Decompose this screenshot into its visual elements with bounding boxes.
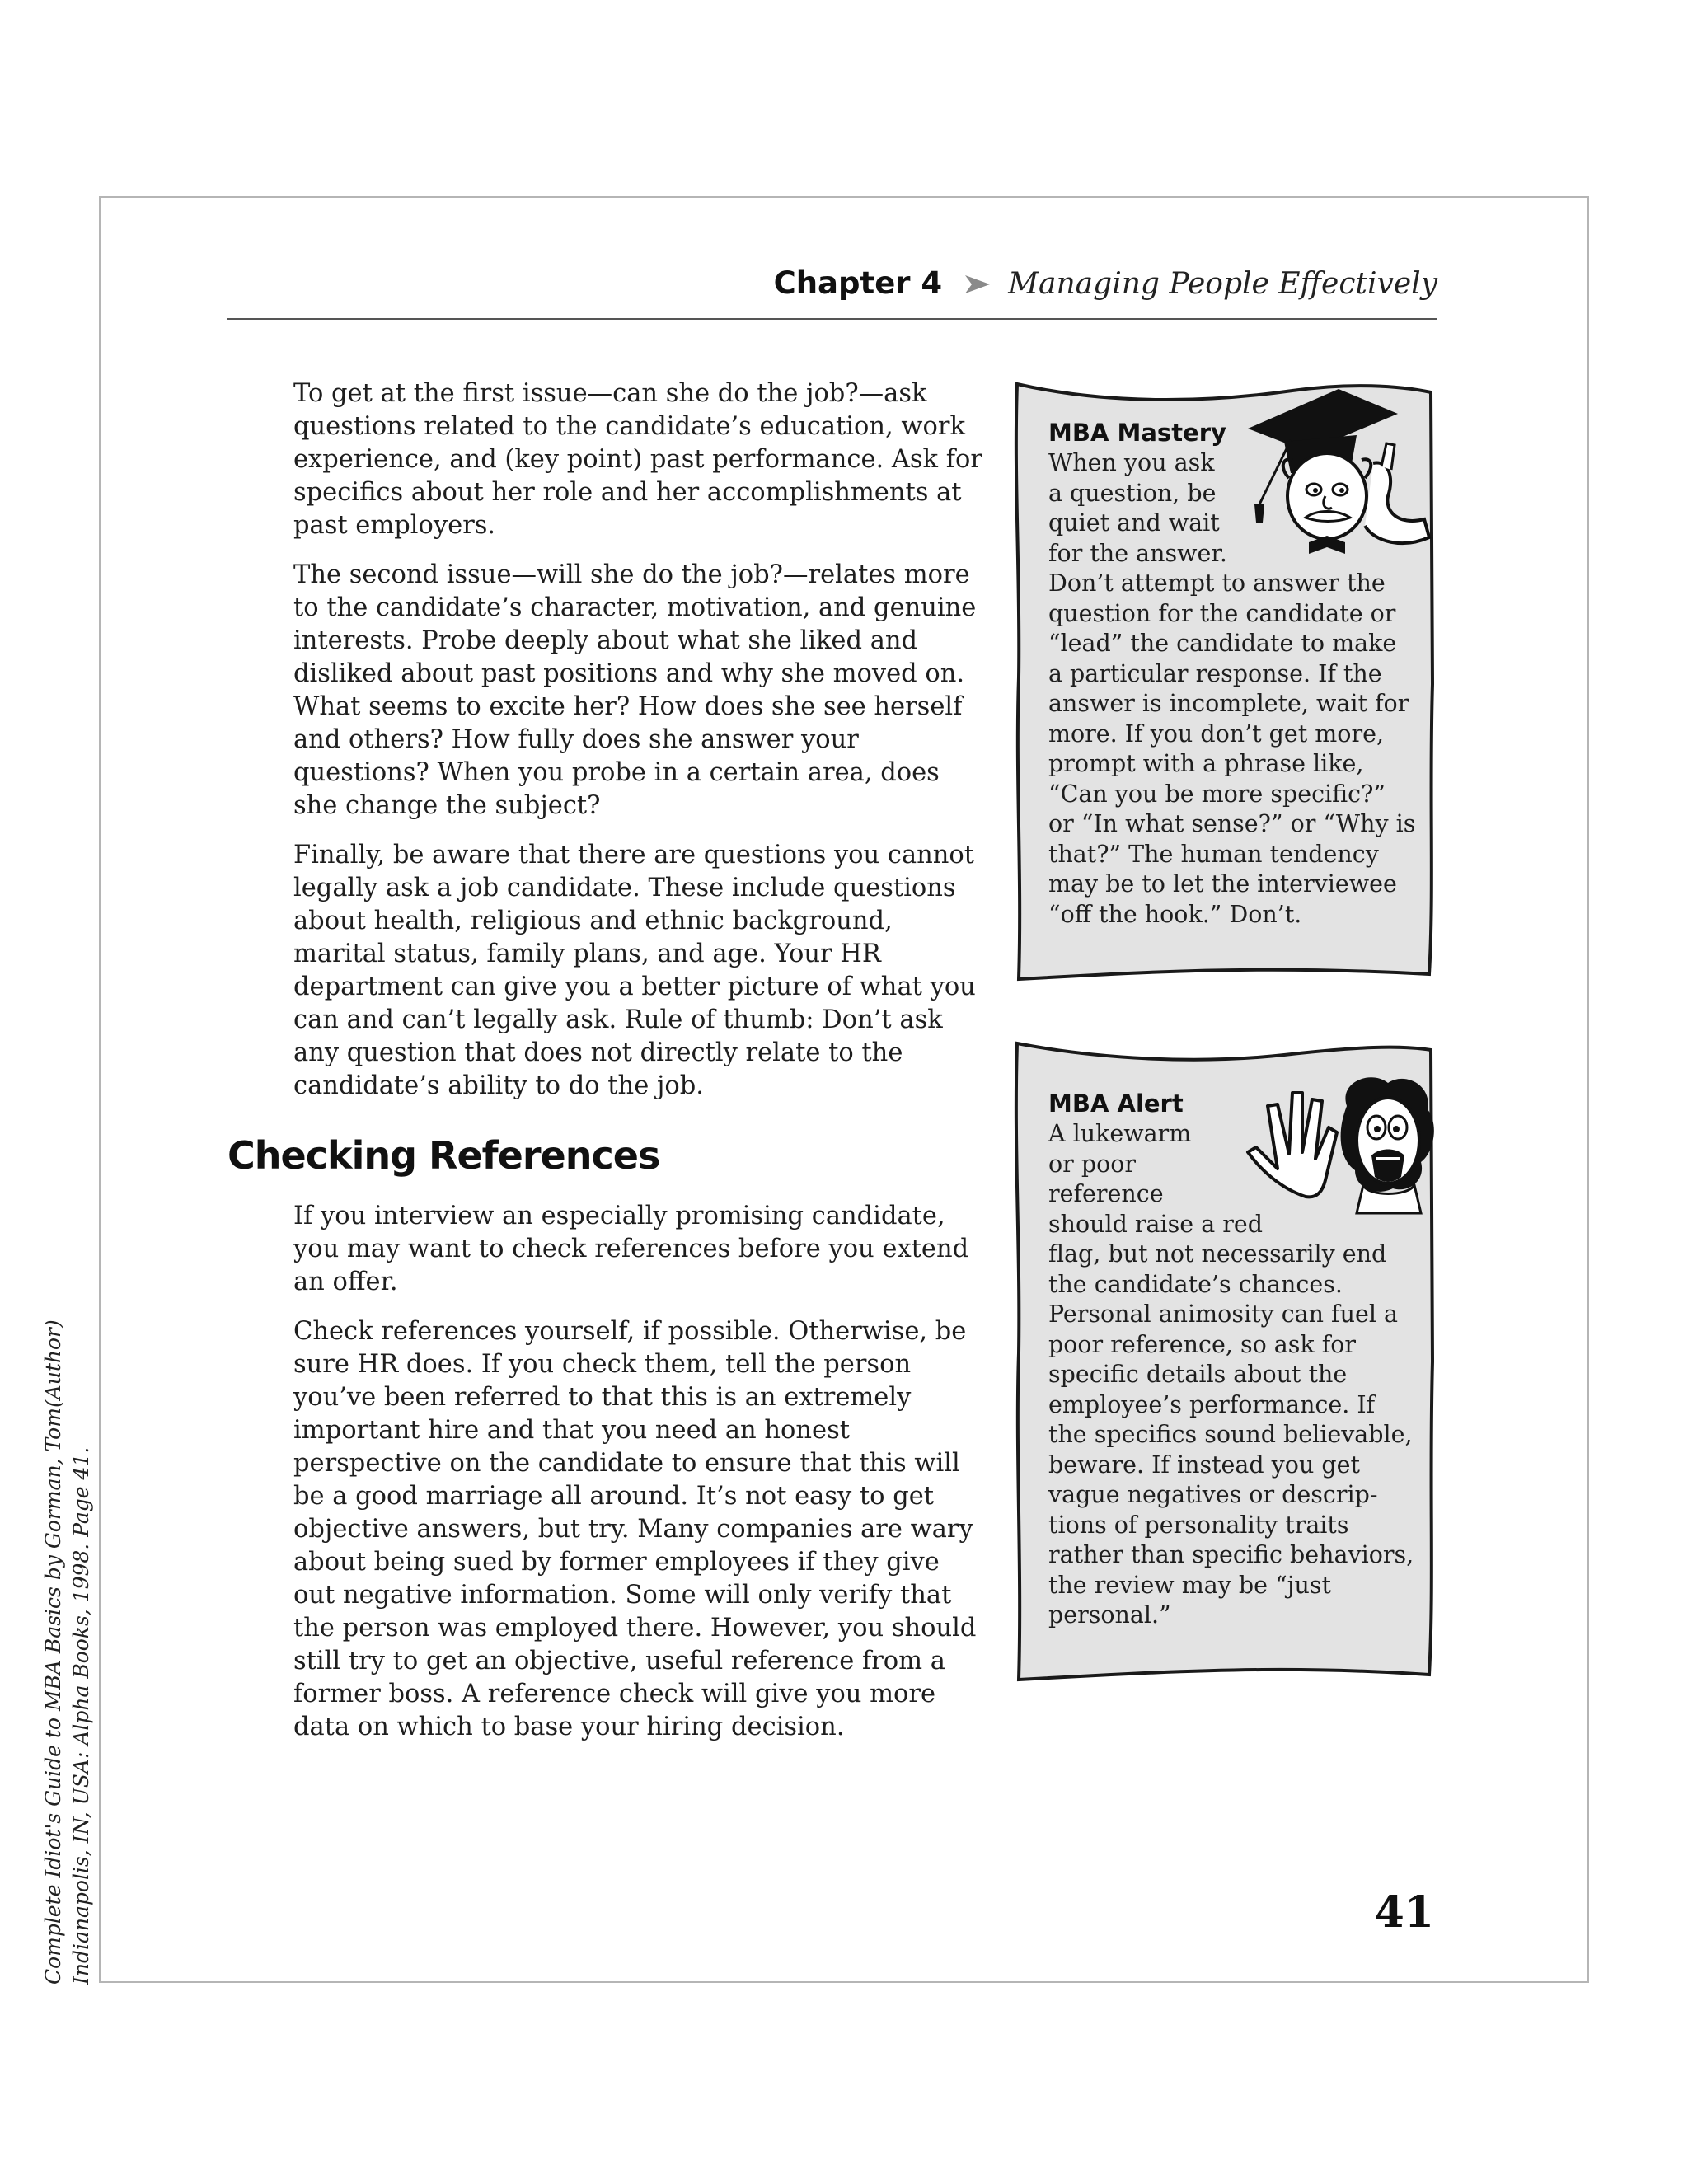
sidebar-line: a question, be <box>1048 479 1217 507</box>
sidebar-title: MBA Mastery <box>1048 419 1226 447</box>
sidebar-line: flag, but not necessarily end <box>1048 1240 1387 1268</box>
sidebar-line: Personal animosity can fuel a <box>1048 1301 1398 1328</box>
sidebar-line: When you ask <box>1048 449 1215 476</box>
sidebar-line: personal.” <box>1048 1601 1171 1629</box>
sidebar-line: should raise a red <box>1048 1210 1263 1238</box>
page-number: 41 <box>1374 1887 1434 1938</box>
professor-icon <box>1241 381 1439 562</box>
chapter-label: Chapter 4 <box>773 265 943 301</box>
sidebar-line: or poor <box>1048 1150 1137 1178</box>
sidebar-line: employee’s performance. If <box>1048 1390 1376 1418</box>
sidebar-line: question for the candidate or <box>1048 599 1396 627</box>
citation-line-1: Complete Idiot's Guide to MBA Basics by Gorman, Tom(Author) <box>41 1319 65 1985</box>
sidebar-line: Don’t attempt to answer the <box>1048 569 1386 597</box>
chapter-title: Managing People Effectively <box>1008 267 1437 301</box>
sidebar-line: the review may be “just <box>1048 1571 1331 1599</box>
paragraph: If you interview an especially promising candidate, you may want to check references before you extend an offer. <box>293 1202 969 1296</box>
sidebar-mba-alert <box>1012 1040 1434 1683</box>
sidebar-line: “lead” the candidate to make <box>1048 630 1397 657</box>
sidebar-line: quiet and wait <box>1048 509 1220 537</box>
sidebar-line: reference <box>1048 1180 1164 1207</box>
sidebar-line: for the answer. <box>1048 539 1227 567</box>
sidebar-line: A lukewarm <box>1048 1120 1192 1147</box>
sidebar-line: answer is incomplete, wait for <box>1048 690 1409 717</box>
sidebar-line: poor reference, so ask for <box>1048 1330 1357 1358</box>
arrow-right-icon <box>964 274 992 298</box>
sidebar-line: a particular response. If the <box>1048 659 1382 687</box>
citation-line-2: Indianapolis, IN, USA: Alpha Books, 1998. Page 41. <box>69 1446 93 1985</box>
sidebar-mba-mastery <box>1012 381 1434 984</box>
sidebar-line: “Can you be more specific?” <box>1048 780 1386 808</box>
side-citation <box>40 1319 96 1985</box>
sidebar-line: more. If you don’t get more, <box>1048 719 1385 748</box>
paragraph: The second issue—will she do the job?—relates more to the candidate’s character, motivation, and genuine interests. Probe deeply about what she liked and disliked about past positions and why she moved on. What seems to excite her? How does she see herself and others? How fully does she answer your questions? When you probe in a certain area, does she change the subject? <box>293 560 977 820</box>
paragraph: To get at the first issue—can she do the job?—ask questions related to the candidate’s education, work experience, and (key point) past performance. Ask for specifics about her role and her accomplishments at past employers. <box>293 379 982 540</box>
main-text-lower <box>293 1200 982 1760</box>
section-heading: Checking References <box>227 1133 660 1178</box>
sidebar-line: vague negatives or descrip- <box>1048 1481 1378 1508</box>
sidebar-line: “off the hook.” Don’t. <box>1048 900 1302 928</box>
paragraph: Finally, be aware that there are questions you cannot legally ask a job candidate. These include questions about health, religious and ethnic background, marital status, family plans, and age. Your HR department can give you a better picture of what you can and can’t legally ask. Rule of thumb: Don’t ask any question that does not directly relate to the candidate’s ability to do the job. <box>293 841 976 1100</box>
sidebar-line: rather than specific behaviors, <box>1048 1541 1414 1568</box>
sidebar-title: MBA Alert <box>1048 1090 1184 1118</box>
alarmed-person-icon <box>1223 1073 1437 1238</box>
sidebar-line: that?” The human tendency <box>1048 840 1379 868</box>
sidebar-line: the candidate’s chances. <box>1048 1270 1343 1298</box>
sidebar-line: or “In what sense?” or “Why is <box>1048 810 1416 837</box>
paragraph: Check references yourself, if possible. Otherwise, be sure HR does. If you check them, tell the person you’ve been referred to that this is an extremely important hire and that you need an honest perspective on the candidate to ensure that this will be a good marriage all around. It’s not easy to get objective answers, but try. Many companies are wary about being sued by former employees if they give out negative information. Some will only verify that the person was employed there. However, you should still try to get an objective, useful reference from a former boss. A reference check will give you more data on which to base your hiring decision. <box>293 1317 977 1741</box>
main-text-upper <box>293 377 982 1119</box>
sidebar-line: may be to let the interviewee <box>1048 870 1397 898</box>
sidebar-line: specific details about the <box>1048 1361 1348 1388</box>
sidebar-line: the specifics sound believable, <box>1048 1421 1413 1448</box>
sidebar-line: beware. If instead you get <box>1048 1451 1360 1479</box>
running-header <box>227 265 1437 320</box>
sidebar-line: prompt with a phrase like, <box>1048 750 1364 777</box>
sidebar-line: tions of personality traits <box>1048 1511 1349 1539</box>
